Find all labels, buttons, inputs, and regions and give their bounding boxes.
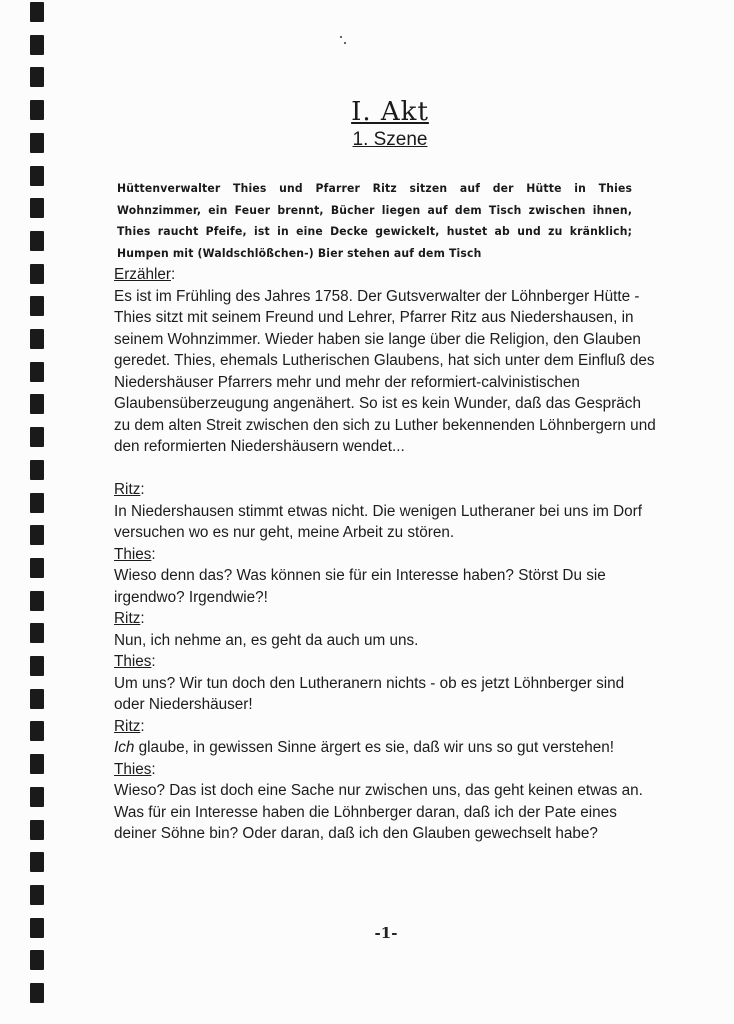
binding-hole xyxy=(30,296,44,316)
speaker-name: Thies xyxy=(114,760,152,778)
binding-hole xyxy=(30,394,44,414)
speech-text: Ich glaube, in gewissen Sinne ärgert es sie, daß wir uns so gut verstehen! xyxy=(114,739,614,756)
scan-speck xyxy=(340,36,342,38)
speaker-name: Ritz xyxy=(114,481,141,498)
scan-speck xyxy=(344,42,346,44)
speech-text: Wieso? Das ist doch eine Sache nur zwischen uns, das geht keinen etwas an. Was für ein Interesse haben die Löhnberger daran, daß ich der Pate eines deiner Söhne bin? Oder daran, daß ich den Glauben gewechselt habe? xyxy=(114,782,643,842)
speech-text: Nun, ich nehme an, es geht da auch um uns. xyxy=(114,631,419,649)
speaker-name: Ritz xyxy=(114,610,141,627)
binding-hole xyxy=(30,787,44,807)
binding-hole xyxy=(30,329,44,349)
dialogue: Erzähler: Es ist im Frühling des Jahres 1758. Der Gutsverwalter der Löhnberger Hütte - Thies sitzt mit seinem Freund und Lehrer, Pfarrer Ritz aus Niedershausen, in seinem Wohnzimmer. Wieder haben sie lange über die Religion, den Glauben geredet. Thies, ehemals Lutherischen Glaubens, hat sich unter dem Einfluß des Niedershäuser Pfarrers mehr und mehr der reformiert-calvinistischen Glaubensüberzeugung angenähert. So ist es kein Wunder, daß das Gespräch zu dem alten Streit zwischen den sich zu Luther bekennenden Löhnbergern und den reformierten Niedershäusern wendet... Ritz: In Niedershausen stimmt etwas nicht. Die wenigen Lutheraner bei uns im Dorf versuchen wo es nur geht, meine Arbeit zu stören. Thies: Wieso denn das? Was können sie für ein Interesse haben? Störst Du sie irgendwo? Irgendwie?! Ritz: Nun, ich nehme an, es geht da auch um uns. Thies: Um uns? Wir tun doch den Lutheranern nichts - ob es jetzt Löhnberger sind oder Niedershäuser! Ritz: Ich glaube, in gewissen Sinne ärgert es sie, daß wir uns so gut verstehen! Thies: Wieso? Das ist doch eine Sache nur zwischen uns, das geht keinen etwas an. Was für ein Interesse haben die Löhnberger daran, daß ich der Pate eines deiner Söhne bin? Oder daran, daß ich den Glauben gewechselt habe? xyxy=(114,264,659,845)
binding-hole xyxy=(30,264,44,284)
binding-hole xyxy=(30,820,44,840)
speech-text: Es ist im Frühling des Jahres 1758. Der Gutsverwalter der Löhnberger Hütte - Thies sitzt mit seinem Freund und Lehrer, Pfarrer Ritz aus Niedershausen, in seinem Wohnzimmer. Wieder haben sie lange über die Religion, den Glauben geredet. Thies, ehemals Lutherischen Glaubens, hat sich unter dem Einfluß des Niedershäuser Pfarrers mehr und mehr der reformiert-calvinistischen Glaubensüberzeugung angenähert. So ist es kein Wunder, daß das Gespräch zu dem alten Streit zwischen den sich zu Luther bekennenden Löhnbergern und den reformierten Niedershäusern wendet... xyxy=(114,287,656,455)
stage-direction: Hüttenverwalter Thies und Pfarrer Ritz sitzen auf der Hütte in Thies Wohnzimmer, ein Feuer brennt, Bücher liegen auf dem Tisch zwischen ihnen, Thies raucht Pfeife, ist in eine Decke gewickelt, hustet ab und zu kränklich; Humpen mit (Waldschlößchen-) Bier stehen auf dem Tisch xyxy=(117,181,633,260)
binding-hole xyxy=(30,198,44,218)
binding-hole xyxy=(30,754,44,774)
binding-hole xyxy=(30,231,44,251)
binding-hole xyxy=(30,591,44,611)
act-title: I. Akt xyxy=(351,97,429,128)
speech-text: Um uns? Wir tun doch den Lutheranern nichts - ob es jetzt Löhnberger sind oder Niedershäuser! xyxy=(114,674,625,713)
binding-hole xyxy=(30,721,44,741)
speaker-name: Thies xyxy=(114,653,152,670)
binding-hole xyxy=(30,950,44,970)
binding-hole xyxy=(30,35,44,55)
ring-binding xyxy=(0,0,46,1024)
binding-hole xyxy=(30,460,44,480)
binding-hole xyxy=(30,166,44,186)
emphasis-text: Ich xyxy=(114,739,135,756)
speaker-name: Thies xyxy=(114,545,152,563)
speaker-name: Erzähler xyxy=(114,266,171,283)
speech-text: In Niedershausen stimmt etwas nicht. Die wenigen Lutheraner bei uns im Dorf versuchen wo es nur geht, meine Arbeit zu stören. xyxy=(114,502,642,541)
binding-hole xyxy=(30,493,44,513)
binding-hole xyxy=(30,983,44,1003)
binding-hole xyxy=(30,689,44,709)
binding-hole xyxy=(30,2,44,22)
page-number: -1- xyxy=(374,924,398,942)
binding-hole xyxy=(30,558,44,578)
binding-hole xyxy=(30,525,44,545)
binding-hole xyxy=(30,885,44,905)
binding-hole xyxy=(30,362,44,382)
scene-title: 1. Szene xyxy=(352,129,428,150)
binding-hole xyxy=(30,623,44,643)
binding-hole xyxy=(30,656,44,676)
binding-hole xyxy=(30,427,44,447)
speech-text: Wieso denn das? Was können sie für ein Interesse haben? Störst Du sie irgendwo? Irgendwie?! xyxy=(114,567,606,606)
speaker-name: Ritz xyxy=(114,717,141,735)
binding-hole xyxy=(30,67,44,87)
binding-hole xyxy=(30,852,44,872)
